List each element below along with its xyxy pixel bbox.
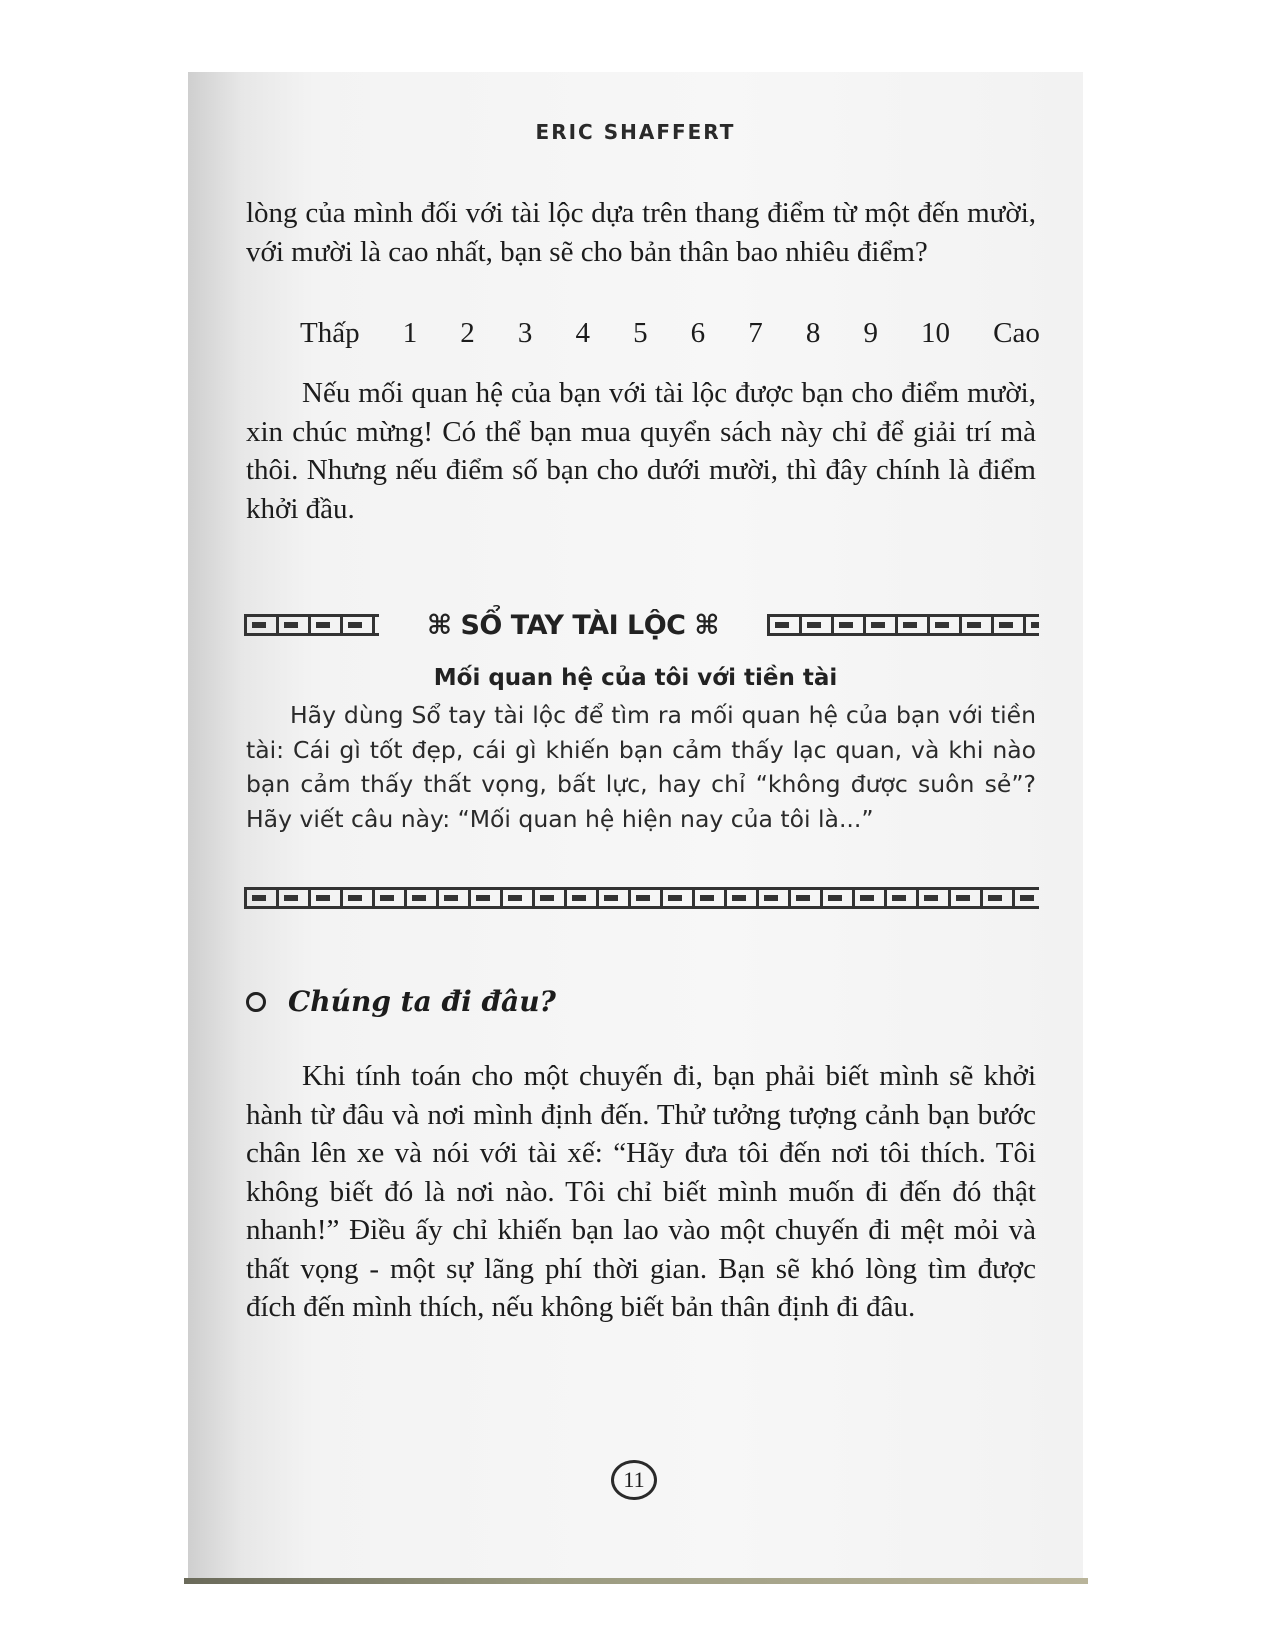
- meander-border-right: [767, 614, 1039, 636]
- meander-border-left: [244, 614, 379, 636]
- scale-value: 5: [633, 317, 648, 349]
- scale-low-label: Thấp: [300, 317, 360, 349]
- scale-high-label: Cao: [993, 317, 1040, 349]
- notebook-header: [244, 605, 1039, 645]
- page-edge: [184, 1578, 1088, 1584]
- scale-value: 4: [575, 317, 590, 349]
- page-number: 11: [611, 1460, 657, 1500]
- rating-scale: [300, 317, 1040, 350]
- paragraph-1: lòng của mình đối với tài lộc dựa trên thang điểm từ một đến mười, với mười là cao nhất, bạn sẽ cho bản thân bao nhiêu điểm?: [246, 197, 1036, 268]
- paragraph-3: Khi tính toán cho một chuyến đi, bạn phải biết mình sẽ khởi hành từ đâu và nơi mình định đến. Thử tưởng tượng cảnh bạn bước chân lên xe và nói với tài xế: “Hãy đưa tôi đến nơi tôi thích. Tôi không biết đó là nơi nào. Tôi chỉ biết mình muốn đi đến đó thật nhanh!” Điều ấy chỉ khiến bạn lao vào một chuyến đi mệt mỏi và thất vọng - một sự lãng phí thời gian. Bạn sẽ khó lòng tìm được đích đến mình thích, nếu không biết bản thân định đi đâu.: [246, 1060, 1036, 1323]
- section-title: Chúng ta đi đâu?: [288, 985, 556, 1018]
- section-heading: [246, 985, 556, 1018]
- scale-value: 10: [921, 317, 951, 349]
- notebook-body: Hãy dùng Sổ tay tài lộc để tìm ra mối quan hệ của bạn với tiền tài: Cái gì tốt đẹp, cái gì khiến bạn cảm thấy lạc quan, và khi nào bạn cảm thấy thất vọng, bất lực, hay chỉ “không được suôn sẻ”? Hãy viết câu này: “Mối quan hệ hiện nay của tôi là...”: [246, 701, 1036, 833]
- scale-value: 3: [517, 317, 533, 349]
- scale-value: 7: [748, 317, 763, 349]
- meander-border-divider: [244, 887, 1039, 909]
- circle-bullet-icon: [246, 992, 266, 1012]
- paragraph-2: Nếu mối quan hệ của bạn với tài lộc được bạn cho điểm mười, xin chúc mừng! Có thể bạn mua quyển sách này chỉ để giải trí mà thôi. Nhưng nếu điểm số bạn cho dưới mười, thì đây chính là điểm khởi đầu.: [246, 377, 1036, 525]
- running-head: ERIC SHAFFERT: [535, 120, 736, 144]
- scale-value: 6: [690, 317, 706, 349]
- book-page: [188, 72, 1083, 1582]
- notebook-title: ⌘ SỔ TAY TÀI LỘC ⌘: [427, 609, 719, 641]
- scale-value: 2: [460, 317, 475, 349]
- scale-value: 9: [863, 317, 878, 349]
- scale-value: 1: [402, 317, 418, 349]
- notebook-subtitle: Mối quan hệ của tôi với tiền tài: [433, 665, 838, 691]
- scale-value: 8: [805, 317, 821, 349]
